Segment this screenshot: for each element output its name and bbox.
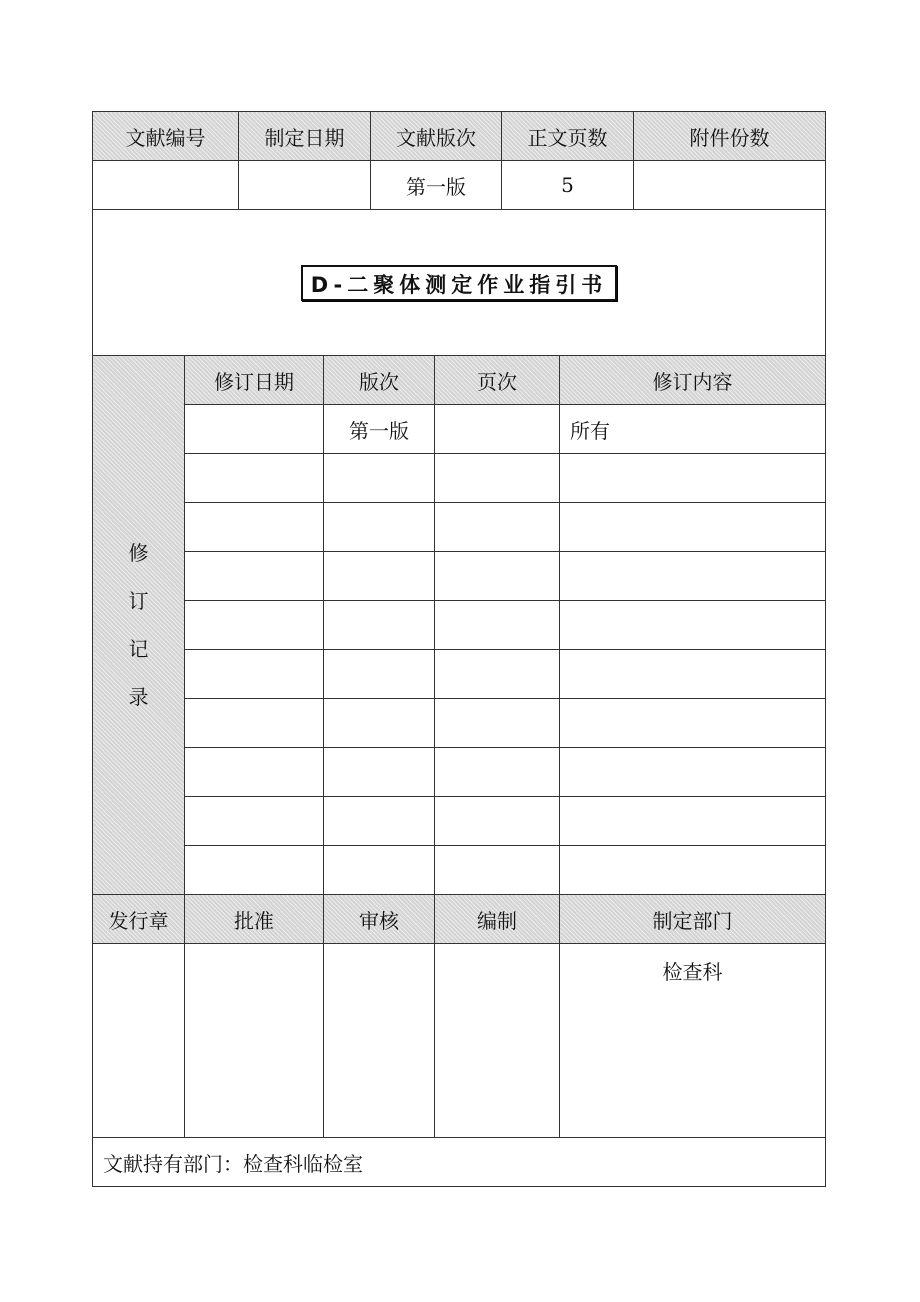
doc-version-label: 文献版次 <box>371 112 502 161</box>
revision-content-cell <box>560 797 826 846</box>
revision-page-cell <box>435 748 560 797</box>
table-row <box>93 748 826 797</box>
revision-content-cell <box>560 503 826 552</box>
approve-value <box>185 944 324 1138</box>
revision-content-cell <box>560 699 826 748</box>
revision-content-cell <box>560 454 826 503</box>
revision-page-cell <box>435 846 560 895</box>
title-cell <box>93 210 826 356</box>
creation-date-value <box>239 161 371 210</box>
revision-content-cell <box>560 846 826 895</box>
doc-number-label: 文献编号 <box>93 112 239 161</box>
department-value: 检查科 <box>560 944 826 1138</box>
table-row <box>93 503 826 552</box>
holder-department: 文献持有部门：检查科临检室 <box>93 1138 826 1187</box>
page-count-label: 正文页数 <box>502 112 634 161</box>
revision-record-side-label <box>93 356 185 895</box>
revision-content-cell <box>560 748 826 797</box>
table-row <box>93 601 826 650</box>
side-char-2: 订 <box>128 589 149 613</box>
revision-page-cell <box>435 405 560 454</box>
header-value-row <box>93 161 826 210</box>
revision-content-cell <box>560 601 826 650</box>
revision-content-cell: 所有 <box>560 405 826 454</box>
revision-version-cell <box>324 699 435 748</box>
review-header: 审核 <box>324 895 435 944</box>
revision-page-header: 页次 <box>435 356 560 405</box>
revision-date-cell <box>185 797 324 846</box>
revision-date-header: 修订日期 <box>185 356 324 405</box>
revision-version-cell <box>324 748 435 797</box>
revision-date-cell <box>185 846 324 895</box>
revision-date-cell <box>185 650 324 699</box>
revision-version-cell: 第一版 <box>324 405 435 454</box>
issue-value-row <box>93 944 826 1138</box>
revision-content-header: 修订内容 <box>560 356 826 405</box>
attachment-count-value <box>634 161 826 210</box>
approve-header: 批准 <box>185 895 324 944</box>
revision-table <box>92 355 826 1187</box>
document-title: D-二聚体测定作业指引书 <box>301 265 618 301</box>
revision-page-cell <box>435 454 560 503</box>
revision-page-cell <box>435 503 560 552</box>
table-row <box>93 405 826 454</box>
table-row <box>93 552 826 601</box>
revision-date-cell <box>185 454 324 503</box>
revision-version-cell <box>324 503 435 552</box>
header-table <box>92 111 826 356</box>
revision-date-cell <box>185 748 324 797</box>
revision-page-cell <box>435 552 560 601</box>
attachment-count-label: 附件份数 <box>634 112 826 161</box>
side-char-1: 修 <box>128 541 149 565</box>
side-char-4: 录 <box>128 685 149 709</box>
side-char-3: 记 <box>128 637 149 661</box>
table-row <box>93 797 826 846</box>
revision-version-header: 版次 <box>324 356 435 405</box>
issue-stamp-header: 发行章 <box>93 895 185 944</box>
compile-value <box>435 944 560 1138</box>
revision-page-cell <box>435 699 560 748</box>
title-row <box>93 210 826 356</box>
table-row <box>93 454 826 503</box>
revision-content-cell <box>560 650 826 699</box>
revision-content-cell <box>560 552 826 601</box>
revision-version-cell <box>324 846 435 895</box>
page-count-value: 5 <box>502 161 634 210</box>
compile-header: 编制 <box>435 895 560 944</box>
revision-date-cell <box>185 552 324 601</box>
revision-version-cell <box>324 552 435 601</box>
header-label-row <box>93 112 826 161</box>
revision-page-cell <box>435 601 560 650</box>
department-header: 制定部门 <box>560 895 826 944</box>
table-row <box>93 650 826 699</box>
footer-row <box>93 1138 826 1187</box>
revision-version-cell <box>324 650 435 699</box>
revision-date-cell <box>185 601 324 650</box>
revision-version-cell <box>324 601 435 650</box>
table-row <box>93 699 826 748</box>
revision-page-cell <box>435 797 560 846</box>
revision-date-cell <box>185 405 324 454</box>
revision-version-cell <box>324 454 435 503</box>
revision-date-cell <box>185 503 324 552</box>
revision-date-cell <box>185 699 324 748</box>
revision-version-cell <box>324 797 435 846</box>
revision-page-cell <box>435 650 560 699</box>
issue-stamp-value <box>93 944 185 1138</box>
document-form <box>92 111 825 1187</box>
doc-version-value: 第一版 <box>371 161 502 210</box>
table-row <box>93 846 826 895</box>
doc-number-value <box>93 161 239 210</box>
creation-date-label: 制定日期 <box>239 112 371 161</box>
review-value <box>324 944 435 1138</box>
issue-header-row <box>93 895 826 944</box>
revision-header-row <box>93 356 826 405</box>
